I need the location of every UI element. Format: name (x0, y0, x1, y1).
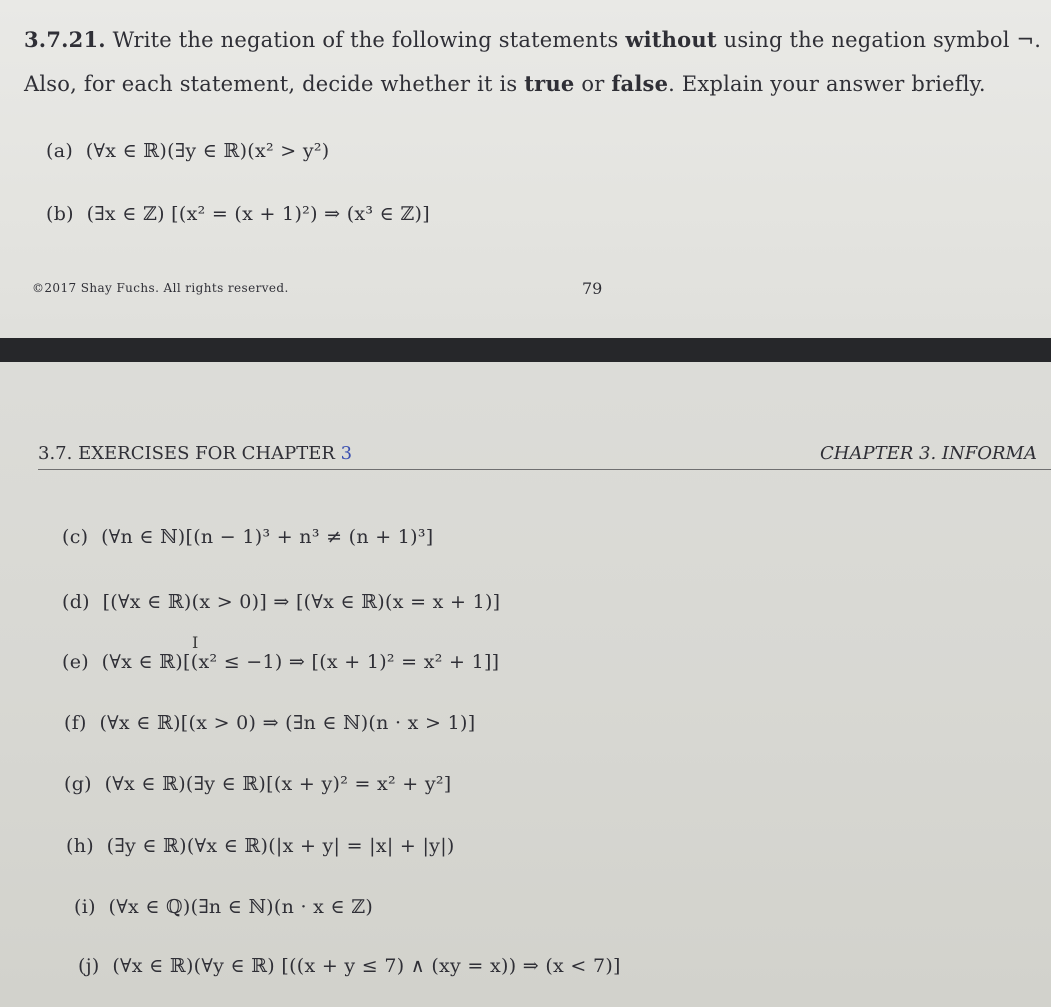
problem-text-4: or (574, 72, 612, 96)
problem-text-5: . Explain your answer briefly. (668, 72, 986, 96)
text-cursor-icon: I (192, 633, 199, 652)
top-page (0, 0, 1051, 338)
item-expression: [(∀x ∈ ℝ)(x > 0)] ⇒ [(∀x ∈ ℝ)(x = x + 1)] (102, 591, 501, 613)
item-expression: (∀x ∈ ℝ)(∃y ∈ ℝ)[(x + y)² = x² + y²] (104, 773, 452, 795)
running-header-left-text: 3.7. EXERCISES FOR CHAPTER (38, 443, 341, 464)
item-expression: (∀n ∈ ℕ)[(n − 1)³ + n³ ≠ (n + 1)³] (101, 526, 434, 548)
page-gap-divider (0, 338, 1051, 362)
item-label: (g) (64, 773, 92, 795)
item-c (62, 526, 434, 548)
item-expression: (∀x ∈ ℝ)(∀y ∈ ℝ) [((x + y ≤ 7) ∧ (xy = x)) ⇒ (x < 7)] (112, 955, 621, 977)
item-b (46, 203, 430, 225)
running-header-right: CHAPTER 3. INFORMA (820, 443, 1037, 464)
item-label: (d) (62, 591, 90, 613)
item-f (64, 712, 475, 734)
problem-bold-false: false (611, 71, 669, 96)
item-expression: (∀x ∈ ℝ)[(x² ≤ −1) ⇒ [(x + 1)² = x² + 1]] (101, 651, 500, 673)
running-header-left (38, 443, 352, 464)
page-number: 79 (582, 279, 603, 298)
item-label: (h) (66, 835, 94, 857)
item-expression: (∃y ∈ ℝ)(∀x ∈ ℝ)(|x + y| = |x| + |y|) (106, 835, 455, 857)
item-expression: (∀x ∈ ℚ)(∃n ∈ ℕ)(n · x ∈ ℤ) (108, 896, 374, 918)
problem-text-2: using the negation symbol ¬. (716, 28, 1042, 52)
problem-bold-without: without (625, 27, 717, 52)
item-expression: (∀x ∈ ℝ)[(x > 0) ⇒ (∃n ∈ ℕ)(n · x > 1)] (99, 712, 476, 734)
item-label: (j) (78, 955, 100, 977)
problem-text-3: Also, for each statement, decide whether it is (24, 72, 525, 96)
item-h (66, 835, 455, 857)
item-a (46, 140, 330, 162)
problem-bold-true: true (524, 71, 575, 96)
item-label: (b) (46, 203, 74, 225)
item-expression: (∀x ∈ ℝ)(∃y ∈ ℝ)(x² > y²) (85, 140, 330, 162)
item-i (74, 896, 373, 918)
item-e (62, 651, 499, 673)
copyright-notice: ©2017 Shay Fuchs. All rights reserved. (32, 281, 289, 295)
item-label: (i) (74, 896, 96, 918)
problem-statement (24, 18, 1044, 106)
item-j (78, 955, 621, 977)
item-label: (c) (62, 526, 89, 548)
item-label: (f) (64, 712, 87, 734)
problem-number: 3.7.21. (24, 27, 106, 52)
item-label: (a) (46, 140, 74, 162)
item-label: (e) (62, 651, 89, 673)
item-g (64, 773, 452, 795)
item-expression: (∃x ∈ ℤ) [(x² = (x + 1)²) ⇒ (x³ ∈ ℤ)] (86, 203, 430, 225)
running-header (38, 443, 1051, 470)
chapter-number-link[interactable]: 3 (340, 443, 353, 464)
problem-text-1: Write the negation of the following statements (105, 28, 626, 52)
item-d (62, 591, 500, 613)
